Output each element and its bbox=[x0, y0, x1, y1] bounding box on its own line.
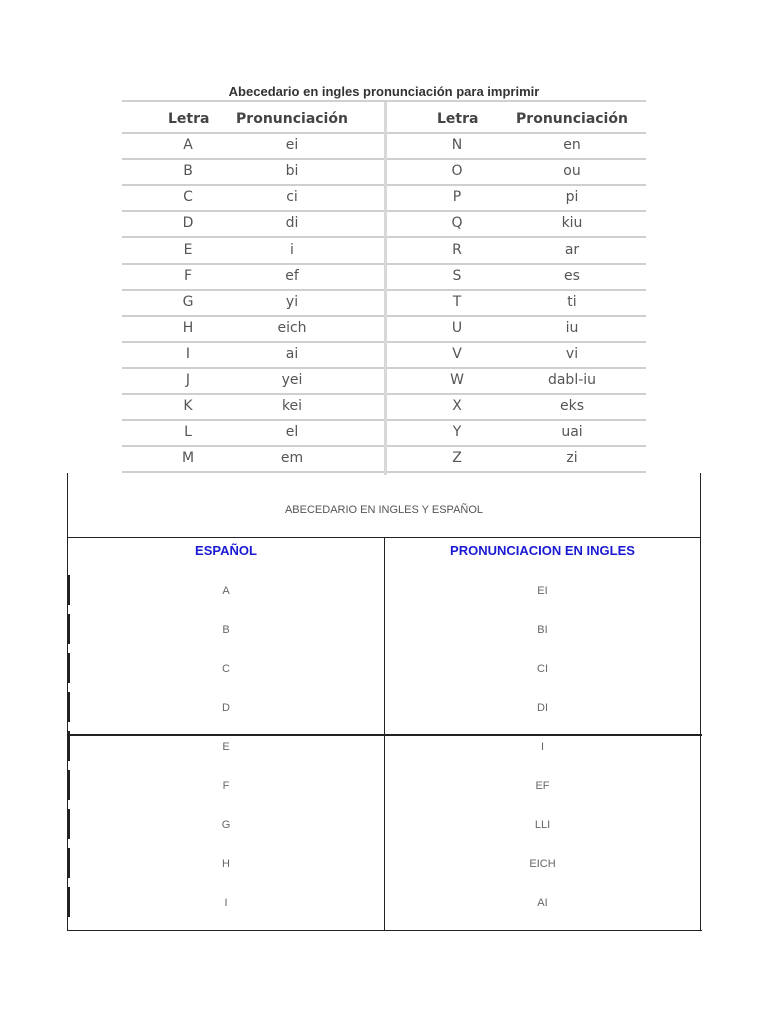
lower-table-block-1 bbox=[67, 537, 702, 736]
table-row bbox=[122, 158, 384, 186]
pronunciation-cell: ef bbox=[285, 267, 299, 284]
table-row bbox=[387, 367, 646, 395]
table-row bbox=[387, 445, 646, 473]
cell-border-mark bbox=[68, 809, 70, 839]
pronunciation-cell: zi bbox=[566, 450, 578, 467]
letter-cell: Y bbox=[452, 424, 462, 441]
table-left-half bbox=[122, 102, 384, 475]
table-row bbox=[387, 419, 646, 447]
lower-table-title: ABECEDARIO EN INGLES Y ESPAÑOL bbox=[284, 504, 484, 516]
cell-border-mark bbox=[68, 887, 70, 917]
table-row bbox=[387, 263, 646, 291]
pronunciation-cell: en bbox=[563, 137, 581, 154]
pronunciation-cell: eks bbox=[559, 398, 584, 415]
pronunciation-cell: Pronunciación bbox=[516, 111, 628, 128]
table-cell: CI bbox=[537, 663, 548, 675]
table-row bbox=[122, 184, 384, 212]
letter-cell: Letra bbox=[168, 111, 210, 128]
table-row bbox=[122, 367, 384, 395]
table-cell: A bbox=[222, 585, 230, 597]
letter-cell: S bbox=[452, 267, 462, 284]
pronunciation-cell: ei bbox=[285, 137, 299, 154]
table-cell: H bbox=[222, 858, 230, 870]
pronunciation-cell: uai bbox=[561, 424, 583, 441]
table-cell: I bbox=[540, 741, 545, 753]
letter-cell: Z bbox=[452, 450, 462, 467]
column-pronunciacion bbox=[384, 537, 701, 735]
table-row bbox=[122, 419, 384, 447]
letter-cell: T bbox=[452, 293, 462, 310]
letter-cell: O bbox=[451, 163, 463, 180]
letter-cell: U bbox=[451, 319, 463, 336]
cell-border-mark bbox=[68, 692, 70, 722]
table-row bbox=[122, 210, 384, 238]
table-cell: EICH bbox=[529, 858, 556, 870]
table-row bbox=[122, 315, 384, 343]
table-cell: LLI bbox=[534, 819, 551, 831]
letter-cell: A bbox=[183, 137, 193, 154]
column-header-pronunciacion: PRONUNCIACION EN INGLES bbox=[450, 543, 635, 558]
lower-table-title-box bbox=[67, 473, 701, 538]
pronunciation-cell: ou bbox=[563, 163, 581, 180]
page-title: Abecedario en ingles pronunciación para imprimir bbox=[228, 84, 540, 99]
pronunciation-cell: em bbox=[280, 450, 304, 467]
cell-border-mark bbox=[68, 653, 70, 683]
pronunciation-cell: yei bbox=[281, 372, 303, 389]
column-espanol bbox=[67, 537, 384, 735]
letter-cell: C bbox=[183, 189, 193, 206]
pronunciation-cell: kei bbox=[281, 398, 303, 415]
pronunciation-cell: vi bbox=[565, 345, 579, 362]
table-header-row bbox=[387, 106, 646, 134]
table-cell: G bbox=[221, 819, 231, 831]
table-row bbox=[387, 237, 646, 265]
column-pronunciacion bbox=[384, 735, 701, 930]
table-row bbox=[122, 289, 384, 317]
letter-cell: N bbox=[451, 137, 463, 154]
table-cell: C bbox=[222, 663, 230, 675]
pronunciation-cell: pi bbox=[565, 189, 579, 206]
table-cell: EI bbox=[537, 585, 548, 597]
pronunciation-cell: es bbox=[564, 267, 580, 284]
pronunciation-cell: Pronunciación bbox=[236, 111, 348, 128]
pronunciation-cell: dabl-iu bbox=[547, 372, 597, 389]
table-cell: D bbox=[222, 702, 230, 714]
letter-cell: R bbox=[452, 241, 462, 258]
table-row bbox=[387, 132, 646, 160]
pronunciation-cell: ar bbox=[564, 241, 580, 258]
table-row bbox=[387, 184, 646, 212]
table-row bbox=[122, 132, 384, 160]
pronunciation-cell: kiu bbox=[561, 215, 583, 232]
letter-cell: I bbox=[185, 345, 191, 362]
letter-cell: X bbox=[452, 398, 462, 415]
cell-border-mark bbox=[68, 575, 70, 605]
letter-cell: M bbox=[181, 450, 195, 467]
pronunciation-cell: bi bbox=[285, 163, 299, 180]
letter-cell: G bbox=[182, 293, 194, 310]
table-cell: EF bbox=[535, 780, 550, 792]
column-espanol bbox=[67, 735, 384, 930]
table-cell: AI bbox=[537, 897, 548, 909]
letter-cell: K bbox=[183, 398, 193, 415]
table-row bbox=[387, 289, 646, 317]
pronunciation-cell: eich bbox=[277, 319, 307, 336]
table-cell: F bbox=[222, 780, 230, 792]
cell-border-mark bbox=[68, 770, 70, 800]
letter-cell: L bbox=[184, 424, 192, 441]
cell-border-mark bbox=[68, 731, 70, 761]
letter-cell: H bbox=[182, 319, 194, 336]
letter-cell: V bbox=[452, 345, 462, 362]
letter-cell: Q bbox=[451, 215, 463, 232]
table-row bbox=[387, 158, 646, 186]
table-cell: E bbox=[222, 741, 230, 753]
column-header-espanol: ESPAÑOL bbox=[195, 543, 257, 558]
letter-cell: W bbox=[450, 372, 464, 389]
letter-cell: P bbox=[452, 189, 462, 206]
pronunciation-cell: ci bbox=[286, 189, 298, 206]
alphabet-pronunciation-table bbox=[122, 100, 646, 475]
table-cell: DI bbox=[537, 702, 548, 714]
table-row bbox=[387, 393, 646, 421]
table-cell: B bbox=[222, 624, 230, 636]
cell-border-mark bbox=[68, 848, 70, 878]
pronunciation-cell: yi bbox=[285, 293, 299, 310]
table-row bbox=[122, 263, 384, 291]
letter-cell: Letra bbox=[437, 111, 479, 128]
letter-cell: J bbox=[185, 372, 191, 389]
pronunciation-cell: i bbox=[290, 241, 294, 258]
pronunciation-cell: di bbox=[285, 215, 299, 232]
pronunciation-cell: iu bbox=[565, 319, 579, 336]
table-row bbox=[122, 393, 384, 421]
cell-border-mark bbox=[68, 614, 70, 644]
pronunciation-cell: el bbox=[285, 424, 299, 441]
table-row bbox=[122, 445, 384, 473]
pronunciation-cell: ti bbox=[567, 293, 577, 310]
table-row bbox=[387, 315, 646, 343]
table-cell: I bbox=[224, 897, 228, 909]
table-right-half bbox=[384, 102, 646, 475]
table-row bbox=[122, 341, 384, 369]
letter-cell: D bbox=[182, 215, 194, 232]
table-header-row bbox=[122, 106, 384, 134]
letter-cell: E bbox=[183, 241, 193, 258]
table-cell: BI bbox=[537, 624, 548, 636]
table-row bbox=[122, 237, 384, 265]
table-row bbox=[387, 210, 646, 238]
pronunciation-cell: ai bbox=[285, 345, 299, 362]
letter-cell: B bbox=[183, 163, 193, 180]
letter-cell: F bbox=[183, 267, 193, 284]
lower-table-block-2 bbox=[67, 734, 702, 931]
table-row bbox=[387, 341, 646, 369]
